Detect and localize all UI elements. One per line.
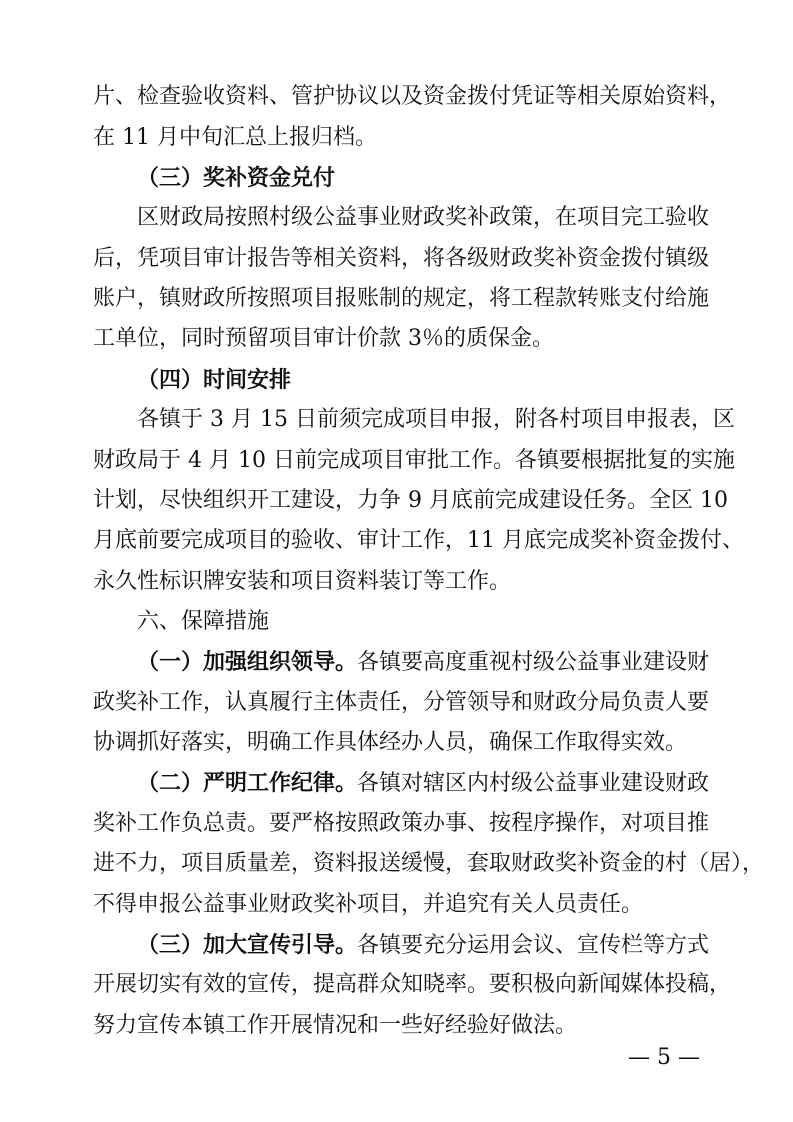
body-line: 计划，尽快组织开工建设，力争 9 月底前完成建设任务。全区 10 [93,488,728,513]
body-line [137,647,710,677]
body-line [137,930,710,960]
body-text: 各镇要高度重视村级公益事业建设财 [357,650,710,675]
paragraph-lead: （三）加大宣传引导。 [137,932,358,958]
body-line: 账户，镇财政所按照项目报账制的规定，将工程款转账支付给施 [93,286,710,311]
body-line [137,768,710,798]
section-heading: （三）奖补资金兑付 [137,165,336,191]
section-heading: （四）时间安排 [137,367,292,393]
body-line: 区财政局按照村级公益事业财政奖补政策，在项目完工验收 [137,205,710,230]
body-line: 不得申报公益事业财政奖补项目，并追究有关人员责任。 [93,892,644,917]
body-line: 财政局于 4 月 10 日前完成项目审批工作。各镇要根据批复的实施 [93,448,735,473]
body-line: 努力宣传本镇工作开展情况和一些好经验好做法。 [93,1013,578,1038]
section-heading: 六、保障措施 [137,609,270,634]
body-line: 片、检查验收资料、管护协议以及资金拨付凭证等相关原始资料， [93,84,732,109]
paragraph-lead: （二）严明工作纪律。 [137,770,358,796]
body-line: 月底前要完成项目的验收、审计工作，11 月底完成奖补资金拨付、 [93,528,744,553]
body-line: 协调抓好落实，明确工作具体经办人员，确保工作取得实效。 [93,730,688,755]
body-line: 政奖补工作，认真履行主体责任，分管领导和财政分局负责人要 [93,690,710,715]
body-line: 在 11 月中旬汇总上报归档。 [93,125,377,150]
body-line: 工单位，同时预留项目审计价款 3％的质保金。 [93,326,554,351]
page-number: — 5 — [628,1045,700,1070]
body-line: 奖补工作负总责。要严格按照政策办事、按程序操作，对项目推 [93,811,710,836]
body-text: 各镇对辖区内村级公益事业建设财政 [357,771,710,796]
body-line: 开展切实有效的宣传，提高群众知晓率。要积极向新闻媒体投稿， [93,972,732,997]
body-line: 后，凭项目审计报告等相关资料，将各级财政奖补资金拨付镇级 [93,246,710,271]
body-line: 进不力，项目质量差，资料报送缓慢，套取财政奖补资金的村（居）， [93,851,765,876]
body-line: 各镇于 3 月 15 日前须完成项目申报，附各村项目申报表，区 [137,407,735,432]
paragraph-lead: （一）加强组织领导。 [137,649,358,675]
body-text: 各镇要充分运用会议、宣传栏等方式 [357,933,710,958]
body-line: 永久性标识牌安装和项目资料装订等工作。 [93,569,512,594]
